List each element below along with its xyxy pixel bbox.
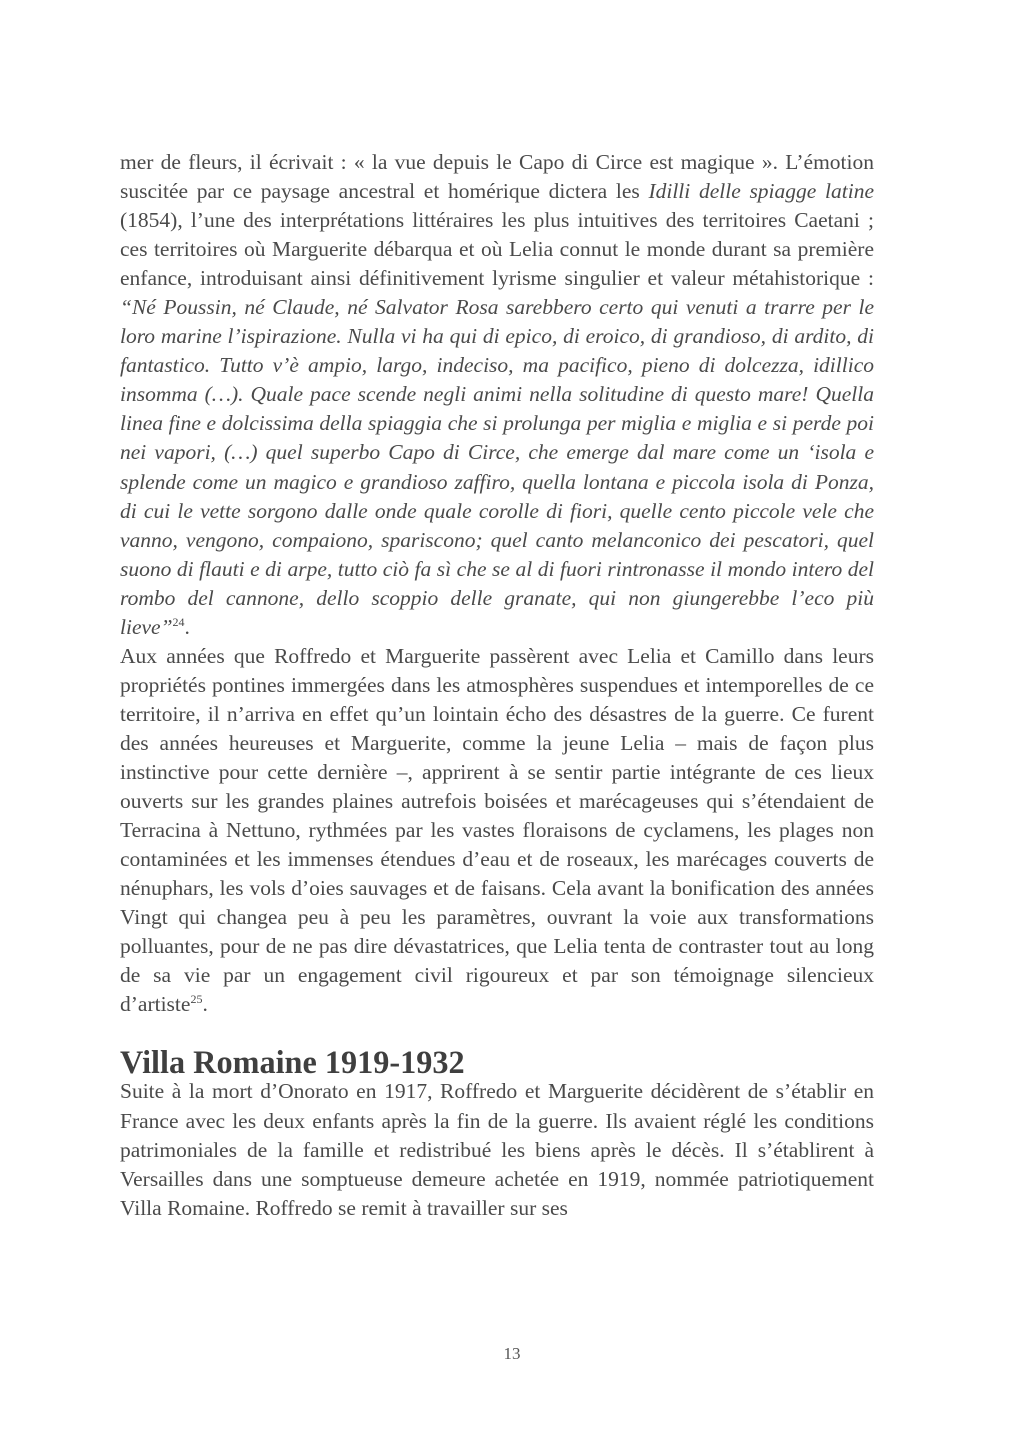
paragraph-lead-text: mer de fleurs, il écrivait : « la vue depuis le Capo di Circe est magique ». L’émotion suscitée par ce paysage ancestral et homérique dictera les [120,150,874,204]
paragraph-text: Aux années que Roffredo et Marguerite passèrent avec Lelia et Camillo dans leurs propriétés pontines immergées dans les atmosphères suspendues et intemporelles de ce territoire, il n’arriva en effet qu’un lointain écho des désastres de la guerre. Ce furent des années heureuses et Marguerite, comme la jeune Lelia – mais de façon plus instinctive pour cette dernière –, apprirent à se sentir partie intégrante de ces lieux ouverts sur les grandes plaines autrefois boisées et marécageuses qui s’étendaient de Terracina à Nettuno, rythmées par les vastes floraisons de cyclamens, les plages non contaminées et les immenses étendues d’eau et de roseaux, les marécages couverts de nénuphars, les vols d’oies sauvages et de faisans. Cela avant la bonification des années Vingt qui changea peu à peu les paramètres, ouvrant la voie aux transformations polluantes, pour de ne pas dire dévastatrices, que Lelia tenta de contraster tout au long de sa vie par un engagement civil rigoureux et par son témoignage silencieux d’artiste [120,643,874,1017]
paragraph-pontine-years [120,642,874,1020]
paragraph-idilli [120,148,874,642]
page-body [120,148,874,1223]
book-title-italic: Idilli delle spiagge latine [648,179,874,204]
paragraph-text: Suite à la mort d’Onorato en 1917, Roffredo et Marguerite décidèrent de s’établir en France avec les deux enfants après la fin de la guerre. Ils avaient réglé les conditions patrimoniales de la famille et redistribué les biens après le décès. Il s’établirent à Versailles dans une somptueuse demeure achetée en 1919, nommée patriotiquement Villa Romaine. Roffredo se remit à travailler sur ses [120,1079,874,1220]
paragraph-end: . [202,992,208,1017]
paragraph-villa-romaine [120,1077,874,1222]
paragraph-middle-text: (1854), l’une des interprétations littéraires les plus intuitives des territoires Caetani ; ces territoires où Marguerite débarqua et où Lelia connut le monde durant sa première enfance, introduisant ainsi définitivement lyrisme singulier et valeur métahistorique : [120,208,874,291]
paragraph-end: . [184,614,190,639]
footnote-ref-24[interactable]: 24 [172,614,185,629]
footnote-ref-25[interactable]: 25 [190,992,203,1007]
section-heading: Villa Romaine 1919-1932 [120,1044,465,1081]
page-number: 13 [503,1344,521,1363]
italian-quote: “Né Poussin, né Claude, né Salvator Rosa sarebbero certo qui venuti a trarre per le loro marine l’ispirazione. Nulla vi ha qui di epico, di eroico, di grandioso, di ardito, di fantastico. Tutto v’è ampio, largo, indeciso, ma pacifico, pieno di dolcezza, idillico insomma (…). Quale pace scende negli animi nella solitudine di questo mare! Quella linea fine e dolcissima della spiaggia che si prolunga per miglia e miglia e si perde poi nei vapori, (…) quel superbo Capo di Circe, che emerge dal mare come un ‘isola e splende come un magico e grandioso zaffiro, quella lontana e piccola isola di Ponza, di cui le vette sorgono dalle onde quale corolle di fiori, quelle cento piccole vele che vanno, vengono, compaiono, spariscono; quel canto melanconico dei pescatori, quel suono di flauti e di arpe, tutto ciò fa sì che se al di fuori rintronasse il mondo intero del rombo del cannone, dello scoppio delle granate, qui non giungerebbe l’eco più lieve” [120,295,874,639]
